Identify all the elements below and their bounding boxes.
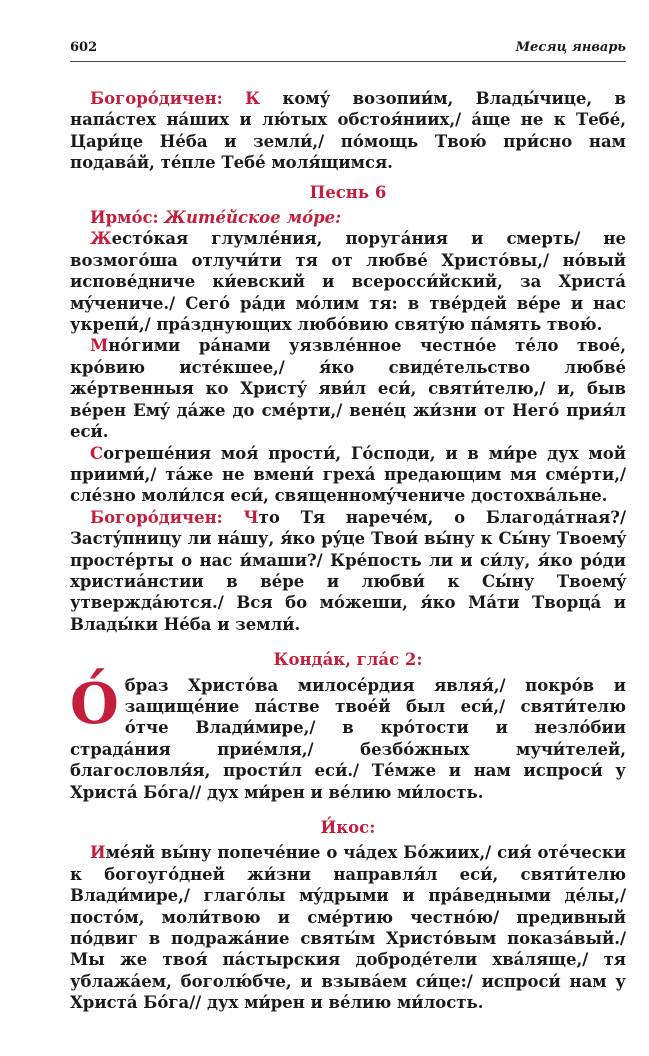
ikos-text [70, 842, 626, 1013]
irmos-incipit: Жите́йское мо́ре: [158, 208, 342, 228]
irmos-line [70, 207, 626, 228]
troparion-text: огреше́ния моя́ прости́, Гóсподи, и в ми́ре дух мой приими́,/ тáже не вмени́ грехá предающим мя смéрти,/ слéзно моли́лся еси́, священномýчениче достохвáльне. [70, 443, 626, 506]
troparion [70, 443, 626, 507]
rubric-label: Богоро́дичен: Ч [90, 507, 259, 527]
page-number: 602 [70, 40, 98, 55]
troparion [70, 228, 626, 335]
ikos-heading: И́кос: [320, 818, 376, 837]
running-title: Месяц январь [515, 40, 626, 55]
troparion-text: естóкая глумлéния, поругáния и смерть/ не возмогóша отлучи́ти тя от любвé Христóвы,/ нóвый испове́дниче ки́евский и всеросси́йский, за Христá мýчениче./ Сегó рáди мóлим тя: в тве́рдей ве́ре и нас укрепи́,/ прáзднующих любóвию святýю пáмять твою́. [70, 229, 626, 335]
troparion [70, 335, 626, 442]
irmos-label: Ирмо́с: [90, 208, 159, 228]
ikos-body: мéяй вы́ну попечéние о чáдех Бóжиих,/ сия́ отéчески к богоугóдней жи́зни направля́л еси́, святи́телю Влади́мире,/ глагóлы мýдрыми и прáведными дéлы,/ постóм, моли́твою и смéртию честнóю/ предивный пóдвиг в подражáние святы́м Христóвым показáвый./ Мы же твоя́ пáстырския доброде́тели хвáляще,/ тя ублажáем, боголю́бче, и взывáем си́це:/ испроси́ нам у Христá Бóга// дух ми́рен и вéлию ми́лость. [70, 843, 626, 1013]
kondak-text [70, 670, 626, 803]
red-initial: И [90, 843, 106, 863]
kondak-body: браз Христóва милосéрдия являя́,/ покрóв и защищéние пáстве твоéй был еси́,/ святи́телю óтче Влади́мире,/ в крóтости и незлóбии страдáния приéмля,/ безбóжных мучи́телей, благословля́я, прости́л еси́./ Тéмже и нам испроси́ у Христá Бóга// дух ми́рен и вéлию ми́лость. [70, 675, 626, 802]
bogorodichen-verse [70, 88, 626, 174]
rubric-label: Богоро́дичен: К [90, 89, 261, 108]
drop-cap-initial: О́ [70, 670, 119, 737]
verse-text: то Тя наречéм, о Благодáтная?/ Застýпницу ли нáшу, я́ко рýце Твои́ вы́ну к Сы́ну Твоемý простéрты о нас и́маши?/ Крéпость ли и си́лу, я́ко рóди христиáнстии в вéре и любви́ к Сы́ну Твоемý утверждáются./ Вся бо мóжеши, я́ко Мáти Творцá и Влады́ки Нéба и земли́. [70, 507, 626, 634]
kondak-heading: Кондáк, глáс 2: [273, 650, 423, 670]
running-header [70, 40, 626, 62]
red-initial: М [90, 336, 109, 356]
ode-heading: Песнь 6 [309, 182, 387, 202]
red-initial: Ж [90, 229, 112, 249]
bogorodichen-verse [70, 507, 626, 635]
troparion-text: нóгими рáнами уязвлéнное честнóе тéло твоé, крóвию истéкшее,/ я́ко свидéтельство любвé жéртвенныя ко Христý яви́л еси́, святи́телю,/ и, быв вéрен Емý дáже до сме́рти,/ вене́ц жи́зни от Негó прия́л еси́. [70, 336, 626, 442]
verse-text: кому́ возопии́м, Влады́чице, в напа́стех на́ших и лю́тых обстоя́ниих,/ а́ще не к Тебе́, Цари́це Не́ба и земли́,/ по́мощь Твою́ при́сно нам подава́й, те́пле Тебе́ моля́щимся. [70, 89, 626, 173]
liturgical-text [70, 88, 626, 1014]
red-initial: С [90, 443, 104, 463]
